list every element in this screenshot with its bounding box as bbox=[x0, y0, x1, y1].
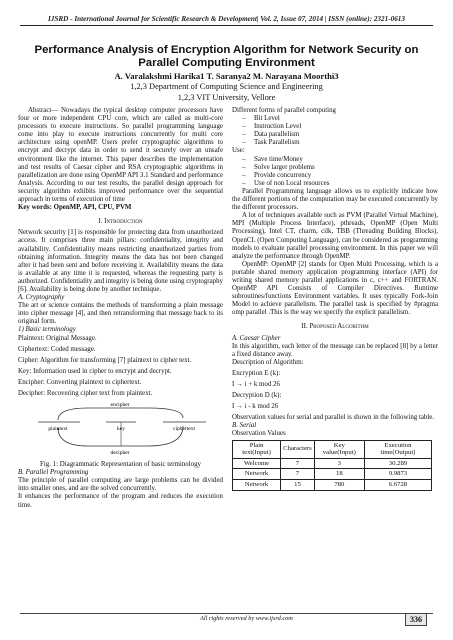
list-item: – Provide concurrency bbox=[242, 171, 312, 179]
subsection-serial: B. Serial bbox=[232, 422, 257, 430]
term-cipher: Cipher: Algorithm for transforming [7] plaintext to cipher text. bbox=[18, 356, 192, 364]
table-cell: 15 bbox=[281, 479, 315, 490]
paper-title bbox=[18, 44, 435, 69]
list-item: – Task Parallelism bbox=[242, 139, 300, 147]
parallel-paragraph-2: It enhances the performance of the program and reduces the execution time. bbox=[18, 493, 223, 509]
subsection-parallel-programming: B. Parallel Programming bbox=[18, 469, 89, 477]
keywords: Key words: OpenMP, API, CPU, PVM bbox=[18, 204, 132, 212]
table-header-cell: Characters bbox=[281, 440, 315, 458]
table-row bbox=[233, 469, 432, 480]
list-item: – Save time/Money bbox=[242, 155, 303, 163]
diagram-plaintext-label: plaintext bbox=[48, 426, 68, 433]
diagram-decipher-label: decipher bbox=[110, 450, 130, 457]
table-row bbox=[233, 479, 432, 490]
forms-heading: Different forms of parallel computing bbox=[232, 107, 336, 114]
header-rule bbox=[20, 25, 433, 26]
title-line-2: Parallel Computing Environment bbox=[138, 56, 315, 69]
caesar-paragraph: In this algorithm, each letter of the message can be replaced [8] by a letter a fixed distance away. bbox=[232, 342, 438, 358]
list-item: – Bit Level bbox=[242, 115, 280, 123]
list-item: – Instruction Level bbox=[242, 123, 302, 131]
table-cell: 3 bbox=[314, 458, 364, 469]
table-cell: 780 bbox=[314, 479, 364, 490]
decryption-formula: I → i - k mod 26 bbox=[232, 403, 279, 411]
term-ciphertext: Ciphertext: Coded message. bbox=[18, 345, 96, 353]
table-cell: 7 bbox=[281, 458, 315, 469]
subsection-cryptography: A. Cryptography bbox=[18, 294, 65, 302]
left-column bbox=[18, 107, 223, 510]
table-header-cell: Execution time(Output) bbox=[364, 440, 431, 458]
encryption-title: Encryption E (k): bbox=[232, 369, 281, 377]
table-header-row bbox=[233, 440, 432, 458]
techniques-paragraph: A lot of techniques available such as PVM (Parallel Virtual Machine), MPI (Multiple Process Interface), pthreads, OpenMP (Open Multi Processing), Intel CT, charm, cilk, TBB (Threading Building Blocks), OpenCL (Open Computing Language), can be considered as programming models to evaluate parallel processing environment. In this paper we will analyze the performance through OpenMP. bbox=[232, 212, 438, 260]
footer-rule bbox=[20, 613, 433, 614]
encipher-arrow bbox=[58, 408, 183, 420]
terminology-diagram bbox=[18, 402, 223, 456]
intro-paragraph: Network security [1] is responsible for protecting data from unauthorized access. It comprises three main pillars: confidentiality, integrity and availability. Confidentiality means restricting unauthorized parties from obtaining information. Integrity means the data has not been changed after it had been sent and before receiving it. Availability means the data is available at any time it is requested, whereas the requesting party is authorized. Confidentiality and integrity is being done using cryptography [6]. Availability is being done by another technique. bbox=[18, 229, 223, 293]
table-row bbox=[233, 458, 432, 469]
observation-table bbox=[232, 440, 432, 491]
term-encipher: Encipher: Converting plaintext to ciphertext. bbox=[18, 378, 142, 386]
section-proposed-algorithm-heading: II. Proposed Algorithm bbox=[301, 323, 369, 331]
diagram-ciphertext-label: ciphertext bbox=[173, 426, 195, 433]
table-header-cell: Plain text(Input) bbox=[233, 440, 281, 458]
list-item: – Data parallelism bbox=[242, 131, 300, 139]
decryption-title: Decryption D (k): bbox=[232, 392, 282, 400]
journal-header: IJSRD - International Journal for Scientific Research & Development| Vol. 2, Issue 07, 2014 | ISSN (online): 2321-0613 bbox=[48, 15, 405, 23]
footer-text: All rights reserved by www.ijsrd.com bbox=[200, 615, 293, 622]
term-decipher: Decipher: Recovering cipher text from plaintext. bbox=[18, 390, 153, 397]
algorithm-description-label: Description of Algorithm: bbox=[232, 358, 304, 366]
table-title: Observation Values bbox=[232, 430, 286, 438]
table-cell: 6.6728 bbox=[364, 479, 431, 490]
parallel-language-paragraph: Parallel Programming language allows us to explicitly indicate how the different portions of the computation may be executed concurrently by the different processors. bbox=[232, 187, 438, 212]
term-plaintext: Plaintext: Original Message. bbox=[18, 334, 97, 342]
list-item: – Solve larger problems bbox=[242, 163, 315, 171]
table-cell: 7 bbox=[281, 469, 315, 480]
subsection-caesar-cipher: A. Caesar Cipher bbox=[232, 334, 281, 342]
figure-caption: Fig. 1: Diagrammatic Representation of basic terminology bbox=[40, 461, 201, 469]
title-line-1: Performance Analysis of Encryption Algorithm for Network Security on bbox=[34, 44, 419, 56]
table-cell: Network bbox=[233, 479, 281, 490]
list-item: – Use of non Local resources bbox=[242, 179, 330, 187]
authors: A. Varalakshmi Harika1 T. Saranya2 M. Narayana Moorthi3 bbox=[114, 71, 339, 81]
table-cell: 9.9873 bbox=[364, 469, 431, 480]
affiliation-university: 1,2,3 VIT University, Vellore bbox=[177, 93, 276, 102]
diagram-encipher-label: encipher bbox=[110, 402, 130, 409]
cryptography-paragraph: The art or science contains the methods of transforming a plain message into cipher message [4], and then retransforming that message back to its original form. bbox=[18, 302, 223, 326]
table-cell: 18 bbox=[314, 469, 364, 480]
table-cell: Network bbox=[233, 469, 281, 480]
openmp-paragraph: OpenMP: OpenMP [2] stands for Open Multi Processing, which is a portable shared memory application programming interface (API) for writing shared memory parallel applications in c, c++ and FORTRAN. OpenMP API Consists of Compiler Directives. Runtime subroutines/functions Environment variables. It uses typically Fork-Join Model to achieve parallelism. The parallel task is specified by #pragma omp parallel .This is the way we specify the explicit parallelism. bbox=[232, 260, 438, 317]
encryption-formula: I → i + k mod 26 bbox=[232, 381, 280, 388]
affiliation-dept: 1,2,3 Department of Computing Science and Engineering bbox=[130, 82, 323, 91]
table-header-cell: Key value(Input) bbox=[314, 440, 364, 458]
section-introduction-heading: I. Introduction bbox=[98, 218, 143, 226]
table-cell: Welcome bbox=[233, 458, 281, 469]
term-key: Key: Information used in cipher to encrypt and decrypt. bbox=[18, 367, 172, 375]
right-column bbox=[232, 107, 438, 491]
table-cell: 30.289 bbox=[364, 458, 431, 469]
use-heading: Use: bbox=[232, 147, 245, 155]
parallel-paragraph-1: The principle of parallel computing are large problems can be divided into smaller ones, and are the solved concurrently. bbox=[18, 477, 223, 493]
abstract: Abstract— Nowadays the typical desktop computer processors have four or more independent CPU core, which are called as multi-core processors to execute instructions. So parallel programming language come into play to execute instructions concurrently for multi core architecture using openMP. Users prefer cryptographic algorithms to encrypt and decrypt data in order to send it securely over an unsafe environment like the internet. This paper describes the implementation and test results of Caesar cipher and RSA cryptographic algorithms in parallelization are done using OpenMP API 3.1 Standard and performance Analysis. According to our test results, the parallel design approach for security algorithm exhibits improved performance over the sequential approach in terms of execution of time bbox=[18, 107, 223, 204]
subsubsection-basic-terminology: 1) Basic terminology bbox=[18, 326, 76, 334]
page-number: 336 bbox=[405, 613, 427, 626]
diagram-key-label: key bbox=[117, 426, 125, 433]
observation-text: Observation values for serial and parallel is shown in the following table. bbox=[232, 414, 435, 422]
